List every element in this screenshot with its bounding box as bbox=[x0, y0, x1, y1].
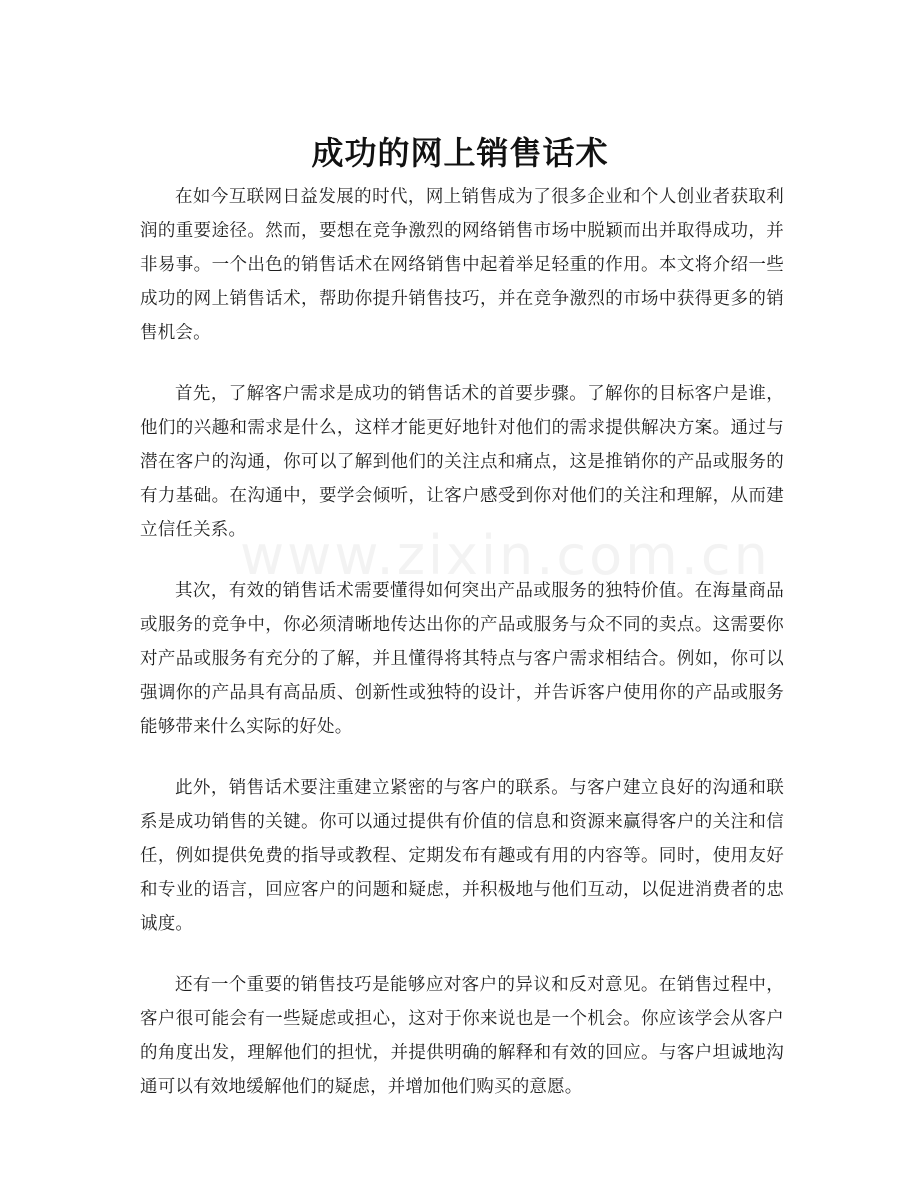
paragraph-customer-connection: 此外，销售话术要注重建立紧密的与客户的联系。与客户建立良好的沟通和联系是成功销售的关键。你可以通过提供有价值的信息和资源来赢得客户的关注和信任，例如提供免费的指导或教程、定期发布有趣或有用的内容等。同时，使用友好和专业的语言，回应客户的问题和疑虑，并积极地与他们互动，以促进消费者的忠诚度。 bbox=[140, 778, 784, 934]
paragraph-unique-value: 其次，有效的销售话术需要懂得如何突出产品或服务的独特价值。在海量商品或服务的竞争中，你必须清晰地传达出你的产品或服务与众不同的卖点。这需要你对产品或服务有充分的了解，并且懂得将其特点与客户需求相结合。例如，你可以强调你的产品具有高品质、创新性或独特的设计，并告诉客户使用你的产品或服务能够带来什么实际的好处。 bbox=[140, 581, 784, 737]
paragraph-customer-needs: 首先，了解客户需求是成功的销售话术的首要步骤。了解你的目标客户是谁，他们的兴趣和需求是什么，这样才能更好地针对他们的需求提供解决方案。通过与潜在客户的沟通，你可以了解到他们的关注点和痛点，这是推销你的产品或服务的有力基础。在沟通中，要学会倾听，让客户感受到你对他们的关注和理解，从而建立信任关系。 bbox=[140, 384, 784, 540]
document-title: 成功的网上销售话术 bbox=[311, 134, 609, 173]
document-body bbox=[140, 180, 784, 1131]
paragraph-intro: 在如今互联网日益发展的时代，网上销售成为了很多企业和个人创业者获取利润的重要途径。然而，要想在竞争激烈的网络销售市场中脱颖而出并取得成功，并非易事。一个出色的销售话术在网络销售中起着举足轻重的作用。本文将介绍一些成功的网上销售话术，帮助你提升销售技巧，并在竞争激烈的市场中获得更多的销售机会。 bbox=[140, 187, 784, 343]
paragraph-handling-objections: 还有一个重要的销售技巧是能够应对客户的异议和反对意见。在销售过程中，客户很可能会有一些疑虑或担心，这对于你来说也是一个机会。你应该学会从客户的角度出发，理解他们的担忧，并提供明确的解释和有效的回应。与客户坦诚地沟通可以有效地缓解他们的疑虑，并增加他们购买的意愿。 bbox=[140, 975, 784, 1097]
watermark: www.zixin.com.cn bbox=[240, 524, 771, 587]
